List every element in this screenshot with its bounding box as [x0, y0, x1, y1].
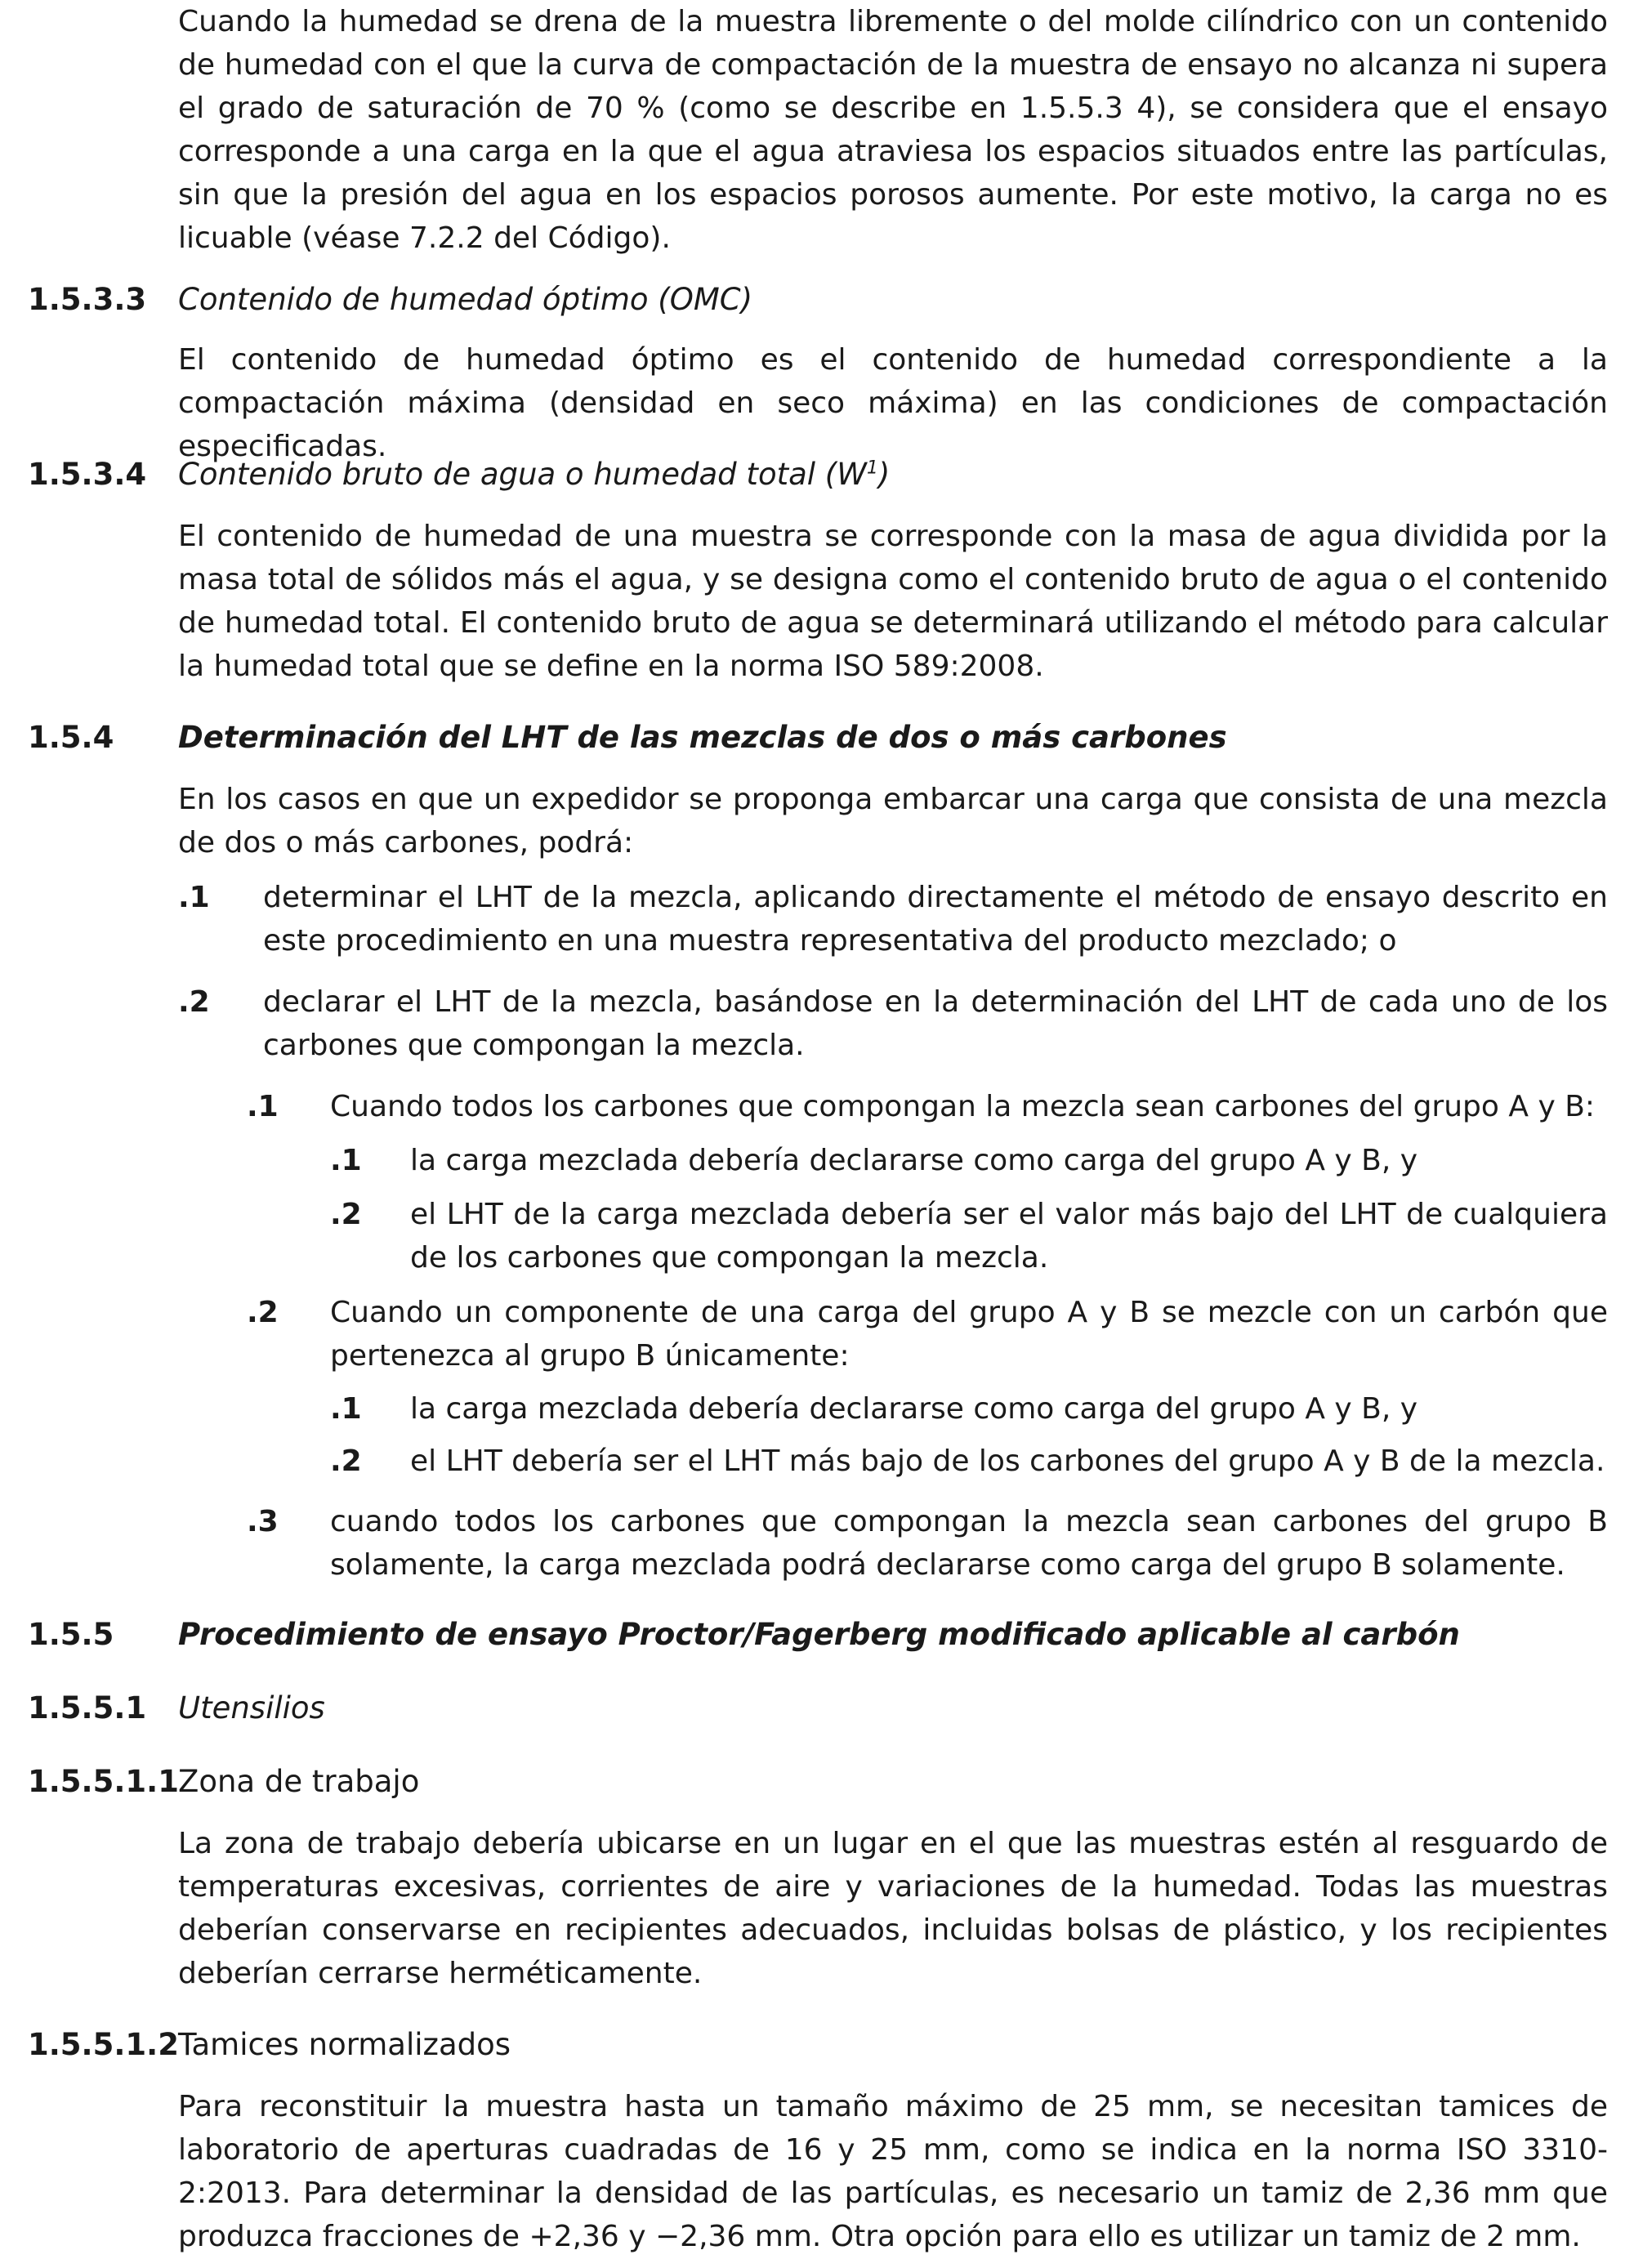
section-number: 1.5.4 — [28, 720, 114, 755]
list-item-text: cuando todos los carbones que compongan la mezcla sean carbones del grupo B solamente, la carga mezclada podrá declararse como carga del grupo B solamente. — [330, 1505, 1608, 1582]
section-1-5-5-1-2-heading — [28, 2023, 1608, 2066]
list-marker: .1 — [330, 1392, 362, 1426]
section-1-5-5-1-1-heading — [28, 1760, 1608, 1803]
section-1-5-5-heading — [28, 1613, 1608, 1656]
list-item-text: determinar el LHT de la mezcla, aplicando directamente el método de ensayo descrito en este procedimiento en una muestra representativa del producto mezclado; o — [263, 881, 1608, 958]
list-item-text: la carga mezclada debería declararse como carga del grupo A y B, y — [410, 1144, 1418, 1177]
list-item-text: declarar el LHT de la mezcla, basándose en la determinación del LHT de cada uno de los carbones que compongan la mezcla. — [263, 985, 1608, 1062]
section-title: Contenido de humedad óptimo (OMC) — [178, 282, 753, 317]
section-title: Utensilios — [178, 1690, 325, 1726]
section-1-5-5-1-heading — [28, 1686, 1608, 1730]
section-1-5-3-3-text: El contenido de humedad óptimo es el contenido de humedad correspondiente a la compactación máxima (densidad en seco máxima) en las condiciones de compactación especificadas. — [178, 343, 1608, 463]
section-number: 1.5.5.1.1 — [28, 1764, 179, 1799]
section-number: 1.5.5.1.2 — [28, 2027, 179, 2062]
list-item-text: el LHT debería ser el LHT más bajo de los carbones del grupo A y B de la mezcla. — [410, 1444, 1605, 1478]
list-item-text: Cuando un componente de una carga del grupo A y B se mezcle con un carbón que pertenezca al grupo B únicamente: — [330, 1296, 1608, 1373]
section-1-5-5-1-1-text: La zona de trabajo debería ubicarse en un lugar en el que las muestras estén al resguardo de temperaturas excesivas, corrientes de aire y variaciones de la humedad. Todas las muestras deberían conservarse en recipientes adecuados, incluidas bolsas de plástico, y los recipientes deberían cerrarse herméticamente. — [178, 1827, 1608, 1990]
section-1-5-3-4-text: El contenido de humedad de una muestra se corresponde con la masa de agua dividida por la masa total de sólidos más el agua, y se designa como el contenido bruto de agua o el contenido de humedad total. El contenido bruto de agua se determinará utilizando el método para calcular la humedad total que se define en la norma ISO 589:2008. — [178, 520, 1608, 683]
list-marker: .1 — [330, 1144, 362, 1177]
section-title: Procedimiento de ensayo Proctor/Fagerberg modificado aplicable al carbón — [178, 1617, 1460, 1652]
section-1-5-5-1-2-text: Para reconstituir la muestra hasta un tamaño máximo de 25 mm, se necesitan tamices de laboratorio de aperturas cuadradas de 16 y 25 mm, como se indica en la norma ISO 3310-2:2013. Para determinar la densidad de las partículas, es necesario un tamiz de 2,36 mm que produzca fracciones de +2,36 y −2,36 mm. Otra opción para ello es utilizar un tamiz de 2 mm. — [178, 2090, 1608, 2253]
list-marker: .2 — [247, 1296, 279, 1329]
section-title-end: ) — [877, 457, 891, 492]
section-title: Tamices normalizados — [178, 2027, 511, 2062]
list-marker: .2 — [178, 985, 210, 1019]
list-item-text: la carga mezclada debería declararse como carga del grupo A y B, y — [410, 1392, 1418, 1426]
section-number: 1.5.3.3 — [28, 282, 147, 317]
list-marker: .3 — [247, 1505, 279, 1538]
section-title-superscript: 1 — [866, 458, 878, 479]
section-title: Contenido bruto de agua o humedad total (W — [178, 457, 867, 492]
section-1-5-4-heading — [28, 716, 1608, 759]
list-marker: .2 — [330, 1444, 362, 1478]
intro-paragraph: Cuando la humedad se drena de la muestra libremente o del molde cilíndrico con un contenido de humedad con el que la curva de compactación de la muestra de ensayo no alcanza ni supera el grado de saturación de 70 % (como se describe en 1.5.5.3 4), se considera que el ensayo corresponde a una carga en la que el agua atraviesa los espacios situados entre las partículas, sin que la presión del agua en los espacios porosos aumente. Por este motivo, la carga no es licuable (véase 7.2.2 del Código). — [178, 5, 1608, 255]
section-title: Determinación del LHT de las mezclas de dos o más carbones — [178, 720, 1227, 755]
list-item-text: Cuando todos los carbones que compongan la mezcla sean carbones del grupo A y B: — [330, 1090, 1596, 1123]
list-marker: .2 — [330, 1198, 362, 1231]
section-number: 1.5.5 — [28, 1617, 114, 1652]
list-marker: .1 — [178, 881, 210, 914]
section-number: 1.5.3.4 — [28, 457, 147, 492]
list-marker: .1 — [247, 1090, 279, 1123]
section-1-5-4-text: En los casos en que un expedidor se proponga embarcar una carga que consista de una mezcla de dos o más carbones, podrá: — [178, 783, 1608, 859]
section-1-5-3-3-heading — [28, 278, 1608, 321]
list-item-text: el LHT de la carga mezclada debería ser el valor más bajo del LHT de cualquiera de los carbones que compongan la mezcla. — [410, 1198, 1608, 1275]
section-title: Zona de trabajo — [178, 1764, 420, 1799]
section-number: 1.5.5.1 — [28, 1690, 147, 1726]
section-1-5-3-4-heading — [28, 453, 1608, 496]
